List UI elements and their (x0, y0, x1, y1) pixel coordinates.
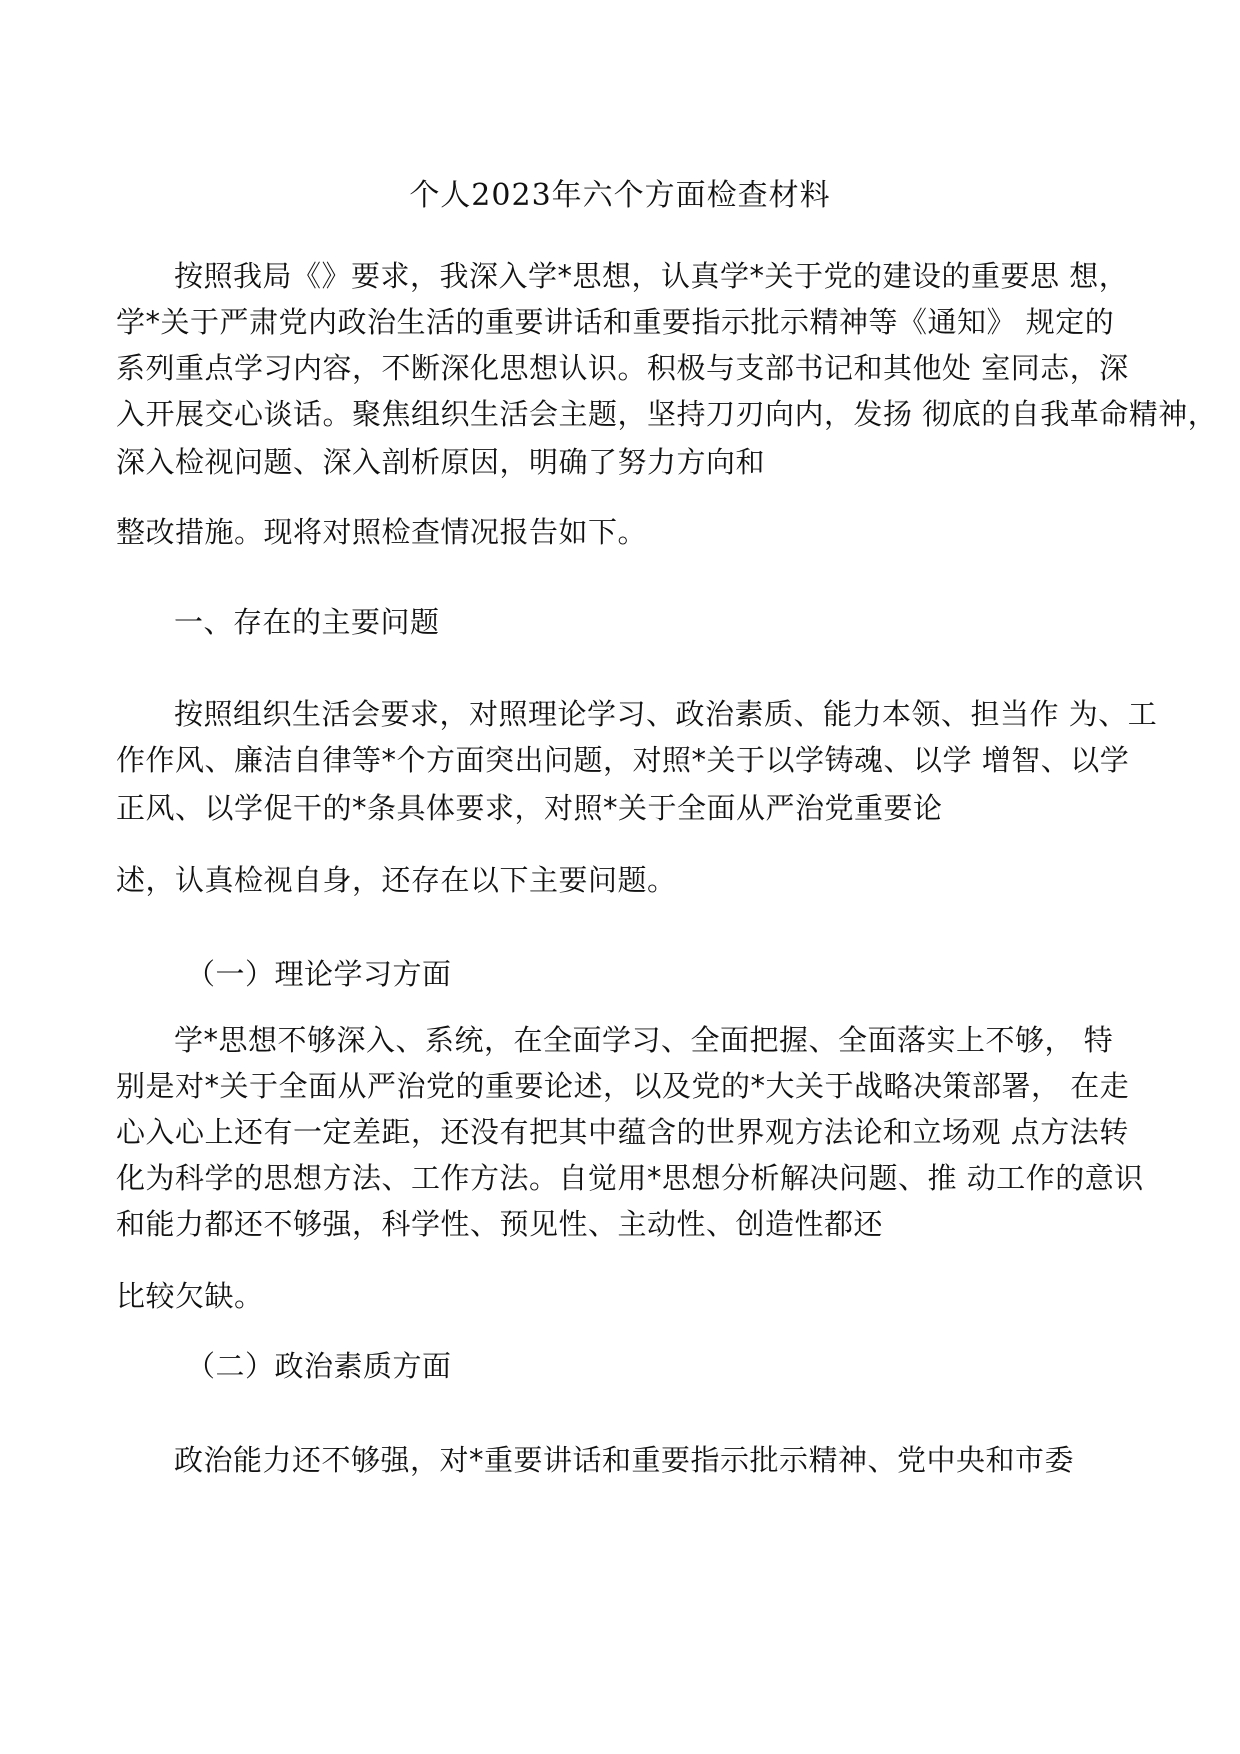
sub1-line-3: 心入心上还有一定差距，还没有把其中蕴含的世界观方法论和立场观 点方法转 (116, 1115, 1129, 1149)
section1-line-4: 述，认真检视自身，还存在以下主要问题。 (116, 863, 677, 897)
subsection-heading-theory: （一）理论学习方面 (186, 957, 452, 991)
intro-line-1: 按照我局《》要求，我深入学*思想，认真学*关于党的建设的重要思 想， (174, 259, 1129, 293)
sub1-line-6: 比较欠缺。 (116, 1279, 264, 1313)
sub2-line-1: 政治能力还不够强，对*重要讲话和重要指示批示精神、党中央和市委 (174, 1443, 1075, 1477)
section-heading-main-problems: 一、存在的主要问题 (174, 605, 440, 639)
sub1-line-4: 化为科学的思想方法、工作方法。自觉用*思想分析解决问题、推 动工作的意识 (116, 1161, 1144, 1195)
sub1-line-1: 学*思想不够深入、系统，在全面学习、全面把握、全面落实上不够， 特 (174, 1023, 1114, 1057)
intro-line-5: 深入检视问题、深入剖析原因，明确了努力方向和 (116, 445, 766, 479)
document-title: 个人2023年六个方面检查材料 (409, 178, 831, 213)
intro-line-2: 学*关于严肃党内政治生活的重要讲话和重要指示批示精神等《通知》 规定的 (116, 305, 1115, 339)
subsection-heading-political: （二）政治素质方面 (186, 1349, 452, 1383)
intro-line-3: 系列重点学习内容，不断深化思想认识。积极与支部书记和其他处 室同志，深 (116, 351, 1129, 385)
intro-line-6: 整改措施。现将对照检查情况报告如下。 (116, 515, 648, 549)
intro-line-4: 入开展交心谈话。聚焦组织生活会主题，坚持刀刃向内，发扬 彻底的自我革命精神， (116, 397, 1218, 431)
sub1-line-2: 别是对*关于全面从严治党的重要论述，以及党的*大关于战略决策部署， 在走 (116, 1069, 1130, 1103)
section1-line-3: 正风、以学促干的*条具体要求，对照*关于全面从严治党重要论 (116, 791, 943, 825)
sub1-line-5: 和能力都还不够强，科学性、预见性、主动性、创造性都还 (116, 1207, 884, 1241)
section1-line-1: 按照组织生活会要求，对照理论学习、政治素质、能力本领、担当作 为、工 (174, 697, 1158, 731)
section1-line-2: 作作风、廉洁自律等*个方面突出问题，对照*关于以学铸魂、以学 增智、以学 (116, 743, 1130, 777)
